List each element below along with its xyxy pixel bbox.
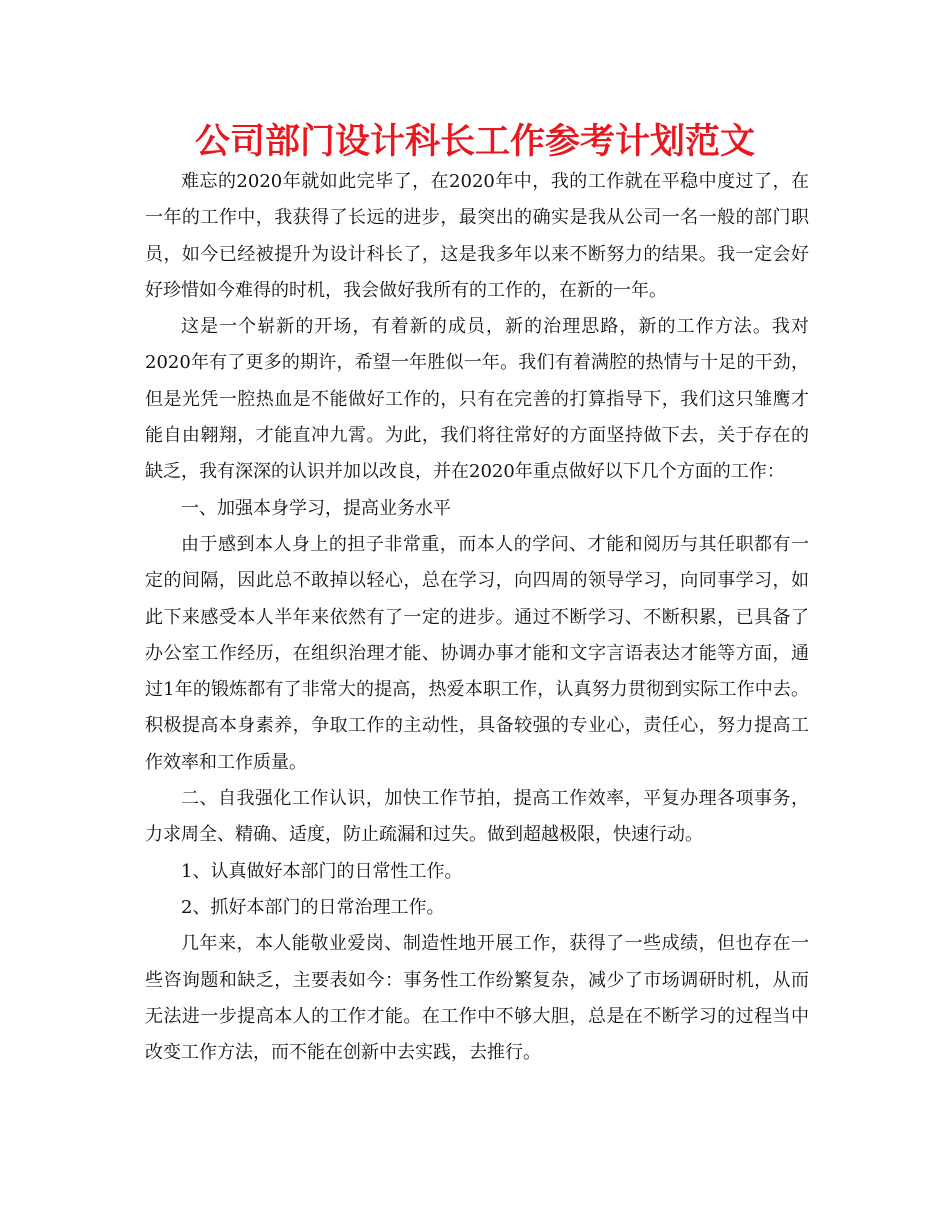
paragraph: 难忘的2020年就如此完毕了，在2020年中，我的工作就在平稳中度过了，在一年的工作中，我获得了长远的进步，最突出的确实是我从公司一名一般的部门职员，如今已经被提升为设计科长了，这是我多年以来不断努力的结果。我一定会好好珍惜如今难得的时机，我会做好我所有的工作的，在新的一年。: [145, 171, 809, 301]
document-title: 公司部门设计科长工作参考计划范文: [194, 122, 755, 162]
paragraph: 几年来，本人能敬业爱岗、制造性地开展工作，获得了一些成绩，但也存在一些咨询题和缺乏，主要表如今：事务性工作纷繁复杂，减少了市场调研时机，从而无法进一步提高本人的工作才能。在工作中不够大胆，总是在不断学习的过程当中改变工作方法，而不能在创新中去实践，去推行。: [145, 933, 809, 1064]
paragraph: 这是一个崭新的开场，有着新的成员，新的治理思路，新的工作方法。我对2020年有了更多的期许，希望一年胜似一年。我们有着满腔的热情与十足的干劲，但是光凭一腔热血是不能做好工作的，只有在完善的打算指导下，我们这只雏鹰才能自由翱翔，才能直冲九霄。为此，我们将往常好的方面坚持做下去，关于存在的缺乏，我有深深的认识并加以改良，并在2020年重点做好以下几个方面的工作：: [145, 316, 809, 483]
document-body: [145, 164, 809, 1071]
section-heading: 一、加强本身学习，提高业务水平: [181, 497, 451, 519]
list-item: 1、认真做好本部门的日常性工作。: [181, 860, 463, 882]
list-item: 2、抓好本部门的日常治理工作。: [181, 896, 445, 918]
section-heading: 二、自我强化工作认识，加快工作节拍，提高工作效率，平复办理各项事务，力求周全、精确、适度，防止疏漏和过失。做到超越极限，快速行动。: [145, 788, 809, 846]
paragraph: 由于感到本人身上的担子非常重，而本人的学问、才能和阅历与其任职都有一定的间隔，因此总不敢掉以轻心，总在学习，向四周的领导学习，向同事学习，如此下来感受本人半年来依然有了一定的进步。通过不断学习、不断积累，已具备了办公室工作经历，在组织治理才能、协调办事才能和文字言语表达才能等方面，通过1年的锻炼都有了非常大的提高，热爱本职工作，认真努力贯彻到实际工作中去。积极提高本身素养，争取工作的主动性，具备较强的专业心，责任心，努力提高工作效率和工作质量。: [145, 533, 809, 773]
